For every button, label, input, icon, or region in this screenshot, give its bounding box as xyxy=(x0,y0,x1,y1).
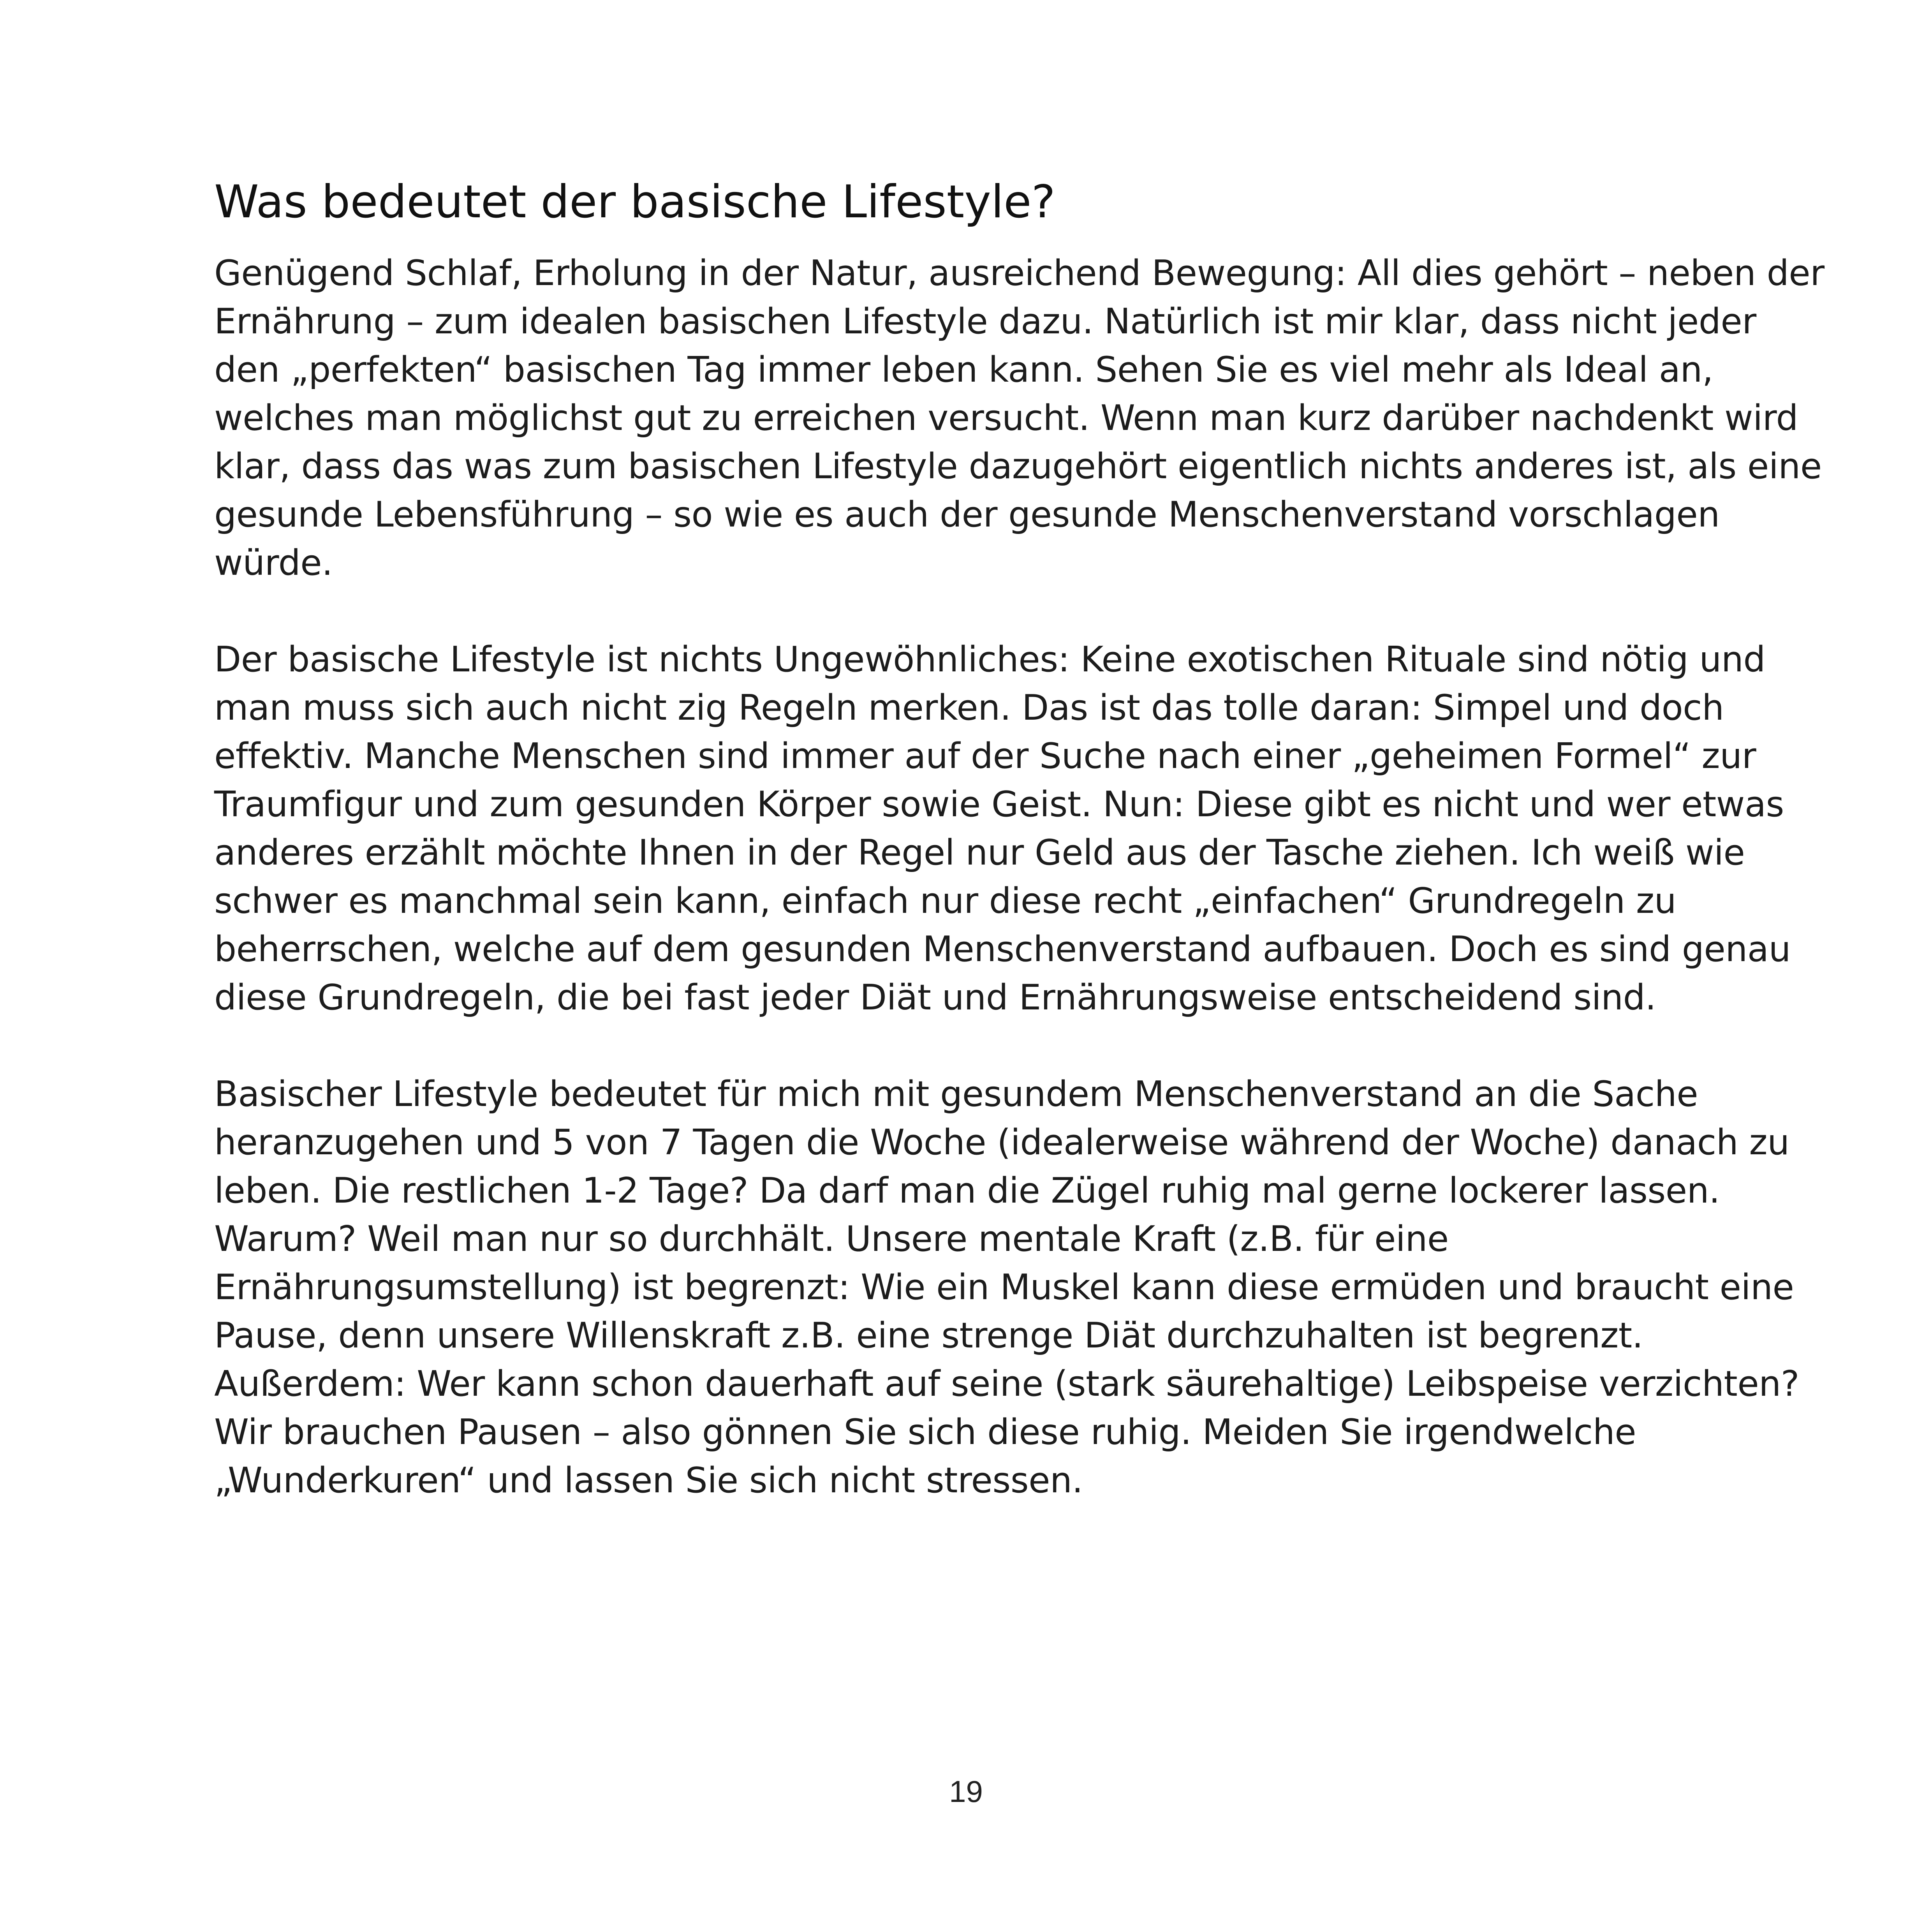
section-heading: Was bedeutet der basische Lifestyle? xyxy=(214,176,1056,228)
paragraph-2: Der basische Lifestyle ist nichts Ungewöhnliches: Keine exotischen Rituale sind nötig und man muss sich auch nicht zig Regeln merken. Das ist das tolle daran: Simpel und doch effektiv. Manche Menschen sind immer auf der Suche nach einer „geheimen Formel“ zur Traumfigur und zum gesunden Körper sowie Geist. Nun: Diese gibt es nicht und wer etwas anderes erzählt möchte Ihnen in der Regel nur Geld aus der Tasche ziehen. Ich weiß wie schwer es manchmal sein kann, einfach nur diese recht „einfachen“ Grundregeln zu beherrschen, welche auf dem gesunden Menschenverstand aufbauen. Doch es sind genau diese Grundregeln, die bei fast jeder Diät und Ernährungsweise entscheidend sind. xyxy=(214,639,1791,1018)
body-text xyxy=(214,249,1830,1553)
paragraph-1: Genügend Schlaf, Erholung in der Natur, ausreichend Bewegung: All dies gehört – neben der Ernährung – zum idealen basischen Lifestyle dazu. Natürlich ist mir klar, dass nicht jeder den „perfekten“ basischen Tag immer leben kann. Sehen Sie es viel mehr als Ideal an, welches man möglichst gut zu erreichen versucht. Wenn man kurz darüber nachdenkt wird klar, dass das was zum basischen Lifestyle dazugehört eigentlich nichts anderes ist, als eine gesunde Lebensführung – so wie es auch der gesunde Menschenverstand vorschlagen würde. xyxy=(214,253,1825,583)
page-number: 19 xyxy=(949,1774,983,1809)
paragraph-3: Basischer Lifestyle bedeutet für mich mit gesundem Menschenverstand an die Sache heranzugehen und 5 von 7 Tagen die Woche (idealerweise während der Woche) danach zu leben. Die restlichen 1-2 Tage? Da darf man die Zügel ruhig mal gerne lockerer lassen. Warum? Weil man nur so durchhält. Unsere mentale Kraft (z.B. für eine Ernährungsumstellung) ist begrenzt: Wie ein Muskel kann diese ermüden und braucht eine Pause, denn unsere Willenskraft z.B. eine strenge Diät durchzuhalten ist begrenzt. Außerdem: Wer kann schon dauerhaft auf seine (stark säurehaltige) Leibspeise verzichten? Wir brauchen Pausen – also gönnen Sie sich diese ruhig. Meiden Sie irgendwelche „Wunderkuren“ und lassen Sie sich nicht stressen. xyxy=(214,1074,1800,1501)
